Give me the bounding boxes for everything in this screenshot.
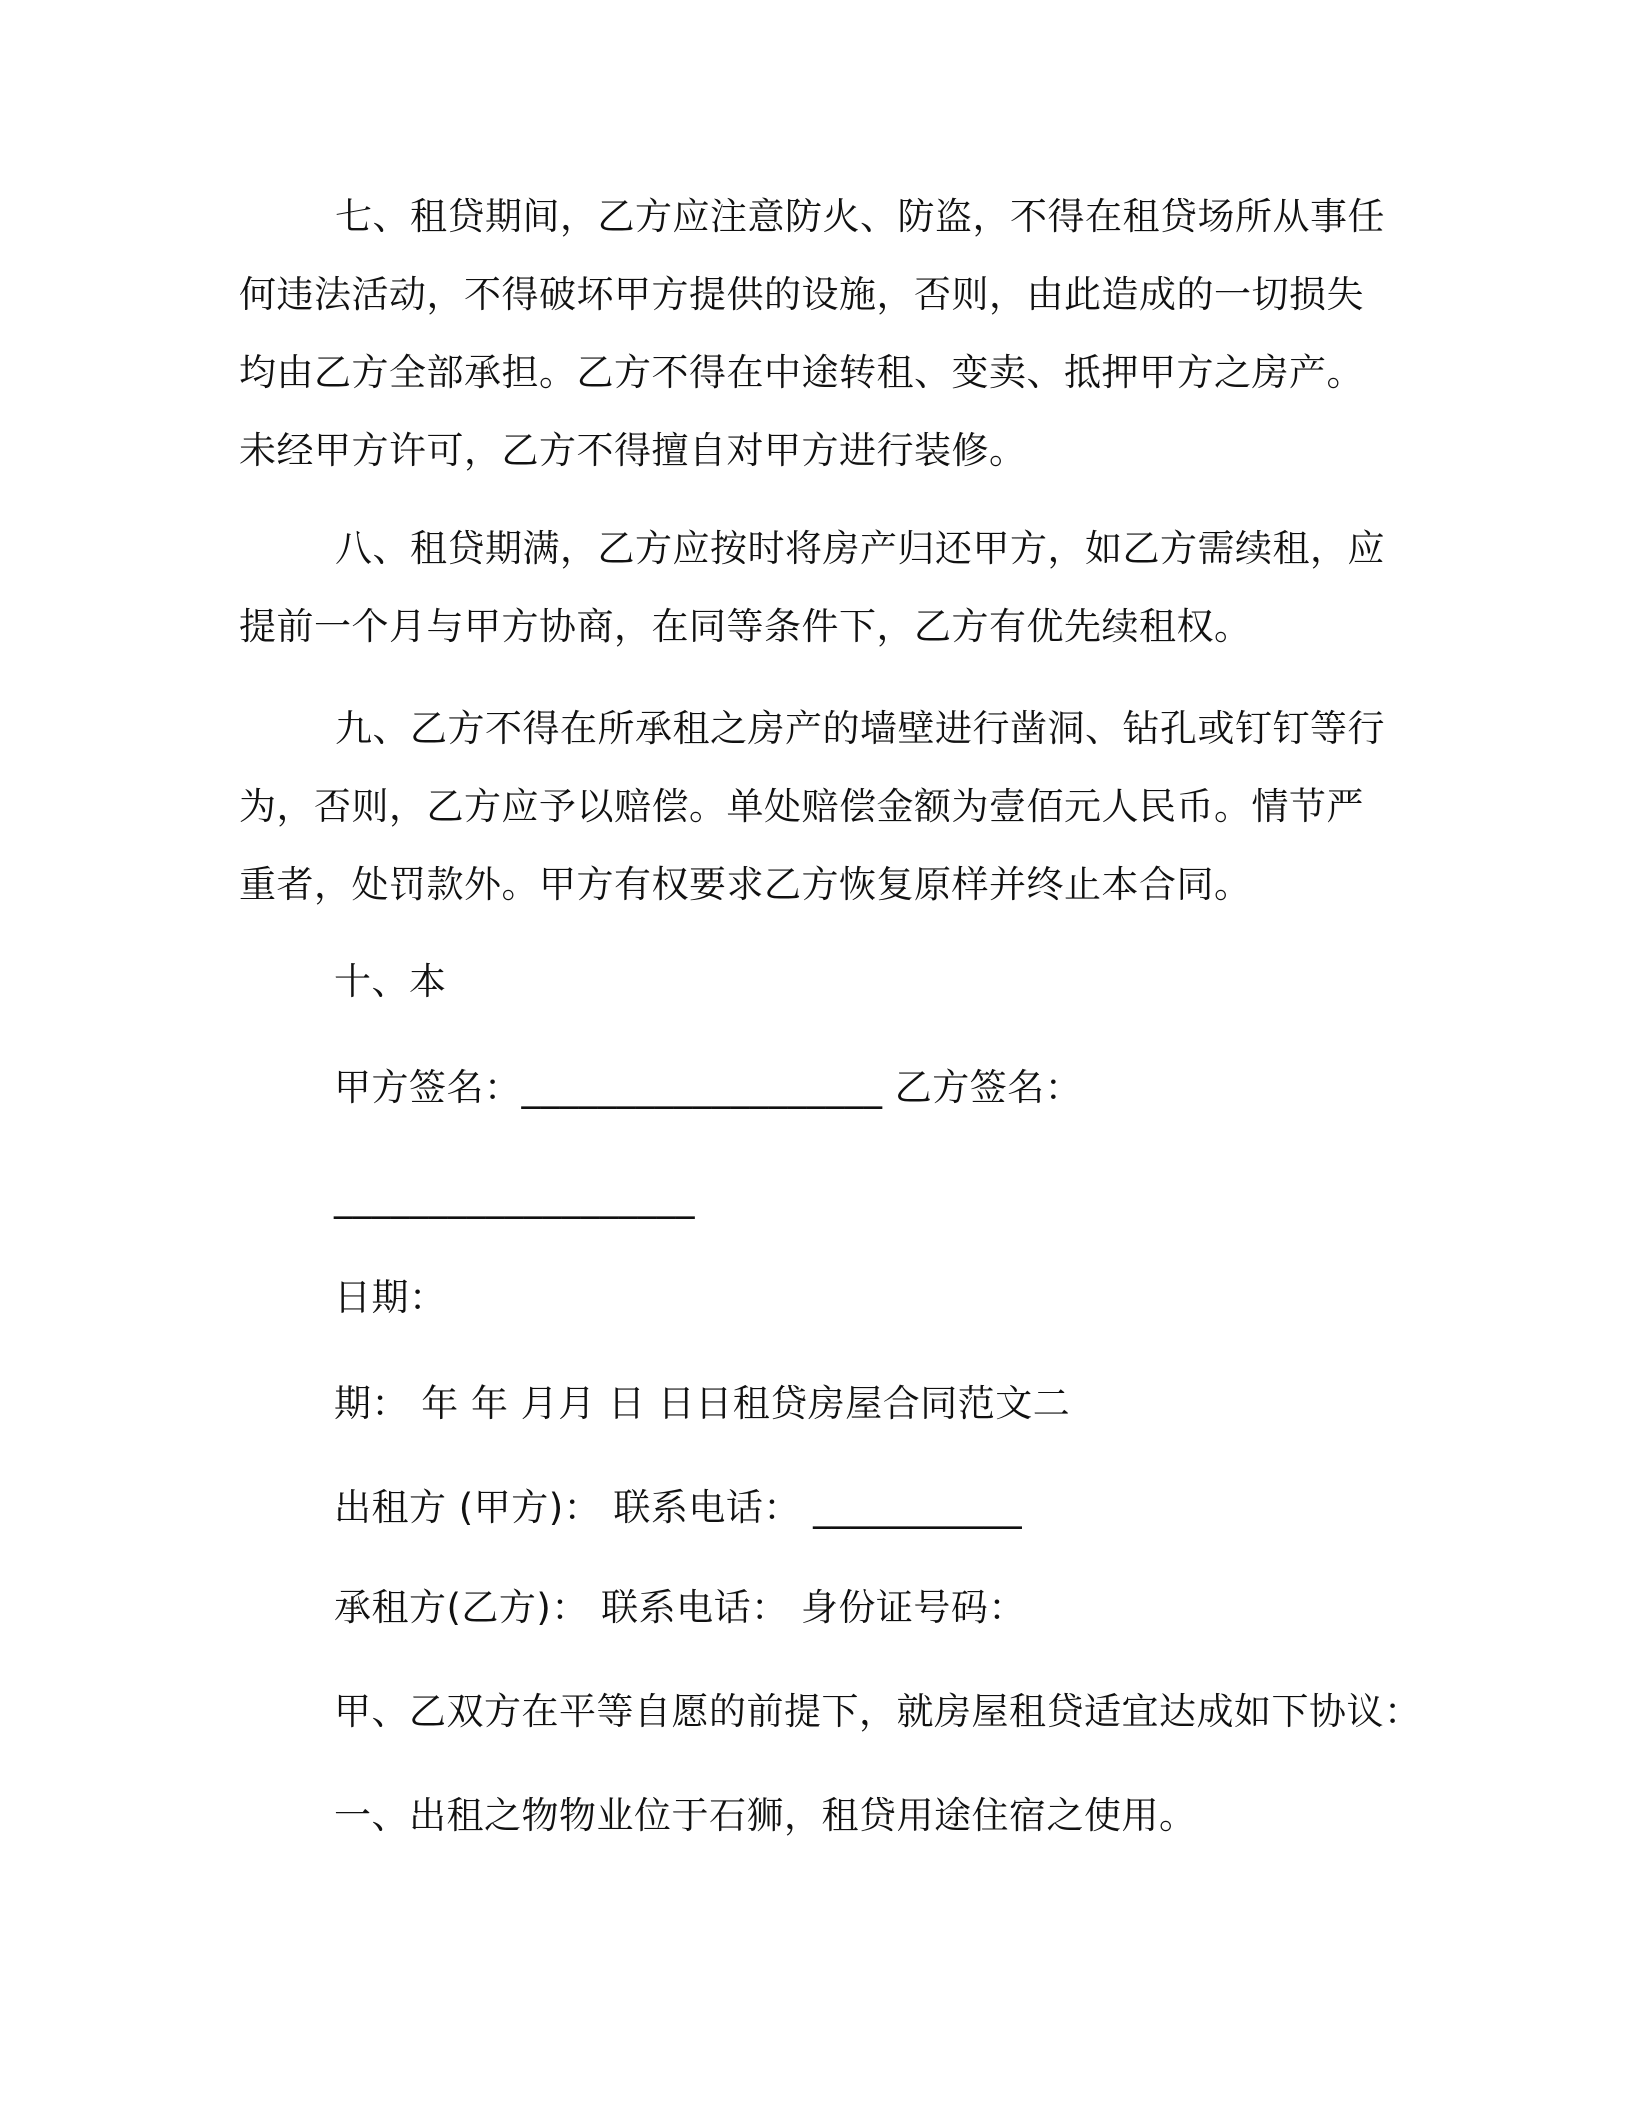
- lessee-info: 承租方(乙方)： 联系电话： 身份证号码：: [334, 1586, 1026, 1629]
- clause-8: 八、租贷期满，乙方应按时将房产归还甲方，如乙方需续租，应提前一个月与甲方协商，在同等条件下，乙方有优先续租权。: [239, 527, 1385, 648]
- lessor-info: 出租方 (甲方)： 联系电话： ___________: [334, 1486, 1023, 1529]
- signature-underline: ___________________: [334, 1176, 695, 1219]
- date-line-and-title: 期： 年 年 月月 日 日日租贷房屋合同范文二: [334, 1382, 1071, 1425]
- clause-9: 九、乙方不得在所承租之房产的墙壁进行凿洞、钻孔或钉钉等行为，否则，乙方应予以赔偿。单处赔偿金额为壹佰元人民币。情节严重者，处罚款外。甲方有权要求乙方恢复原样并终止本合同。: [239, 707, 1385, 906]
- date-label: 日期：: [334, 1276, 447, 1319]
- clause-10: 十、本: [334, 960, 447, 1003]
- clause-7: 七、租贷期间，乙方应注意防火、防盗，不得在租贷场所从事任何违法活动，不得破坏甲方提供的设施，否则，由此造成的一切损失均由乙方全部承担。乙方不得在中途转租、变卖、抵押甲方之房产。未经甲方许可，乙方不得擅自对甲方进行装修。: [239, 195, 1385, 472]
- preamble: 甲、乙双方在平等自愿的前提下，就房屋租贷适宜达成如下协议：: [334, 1690, 1422, 1733]
- clause-1: 一、出租之物物业位于石狮，租贷用途住宿之使用。: [334, 1794, 1197, 1837]
- signature-line: 甲方签名：___________________ 乙方签名：: [334, 1066, 1083, 1109]
